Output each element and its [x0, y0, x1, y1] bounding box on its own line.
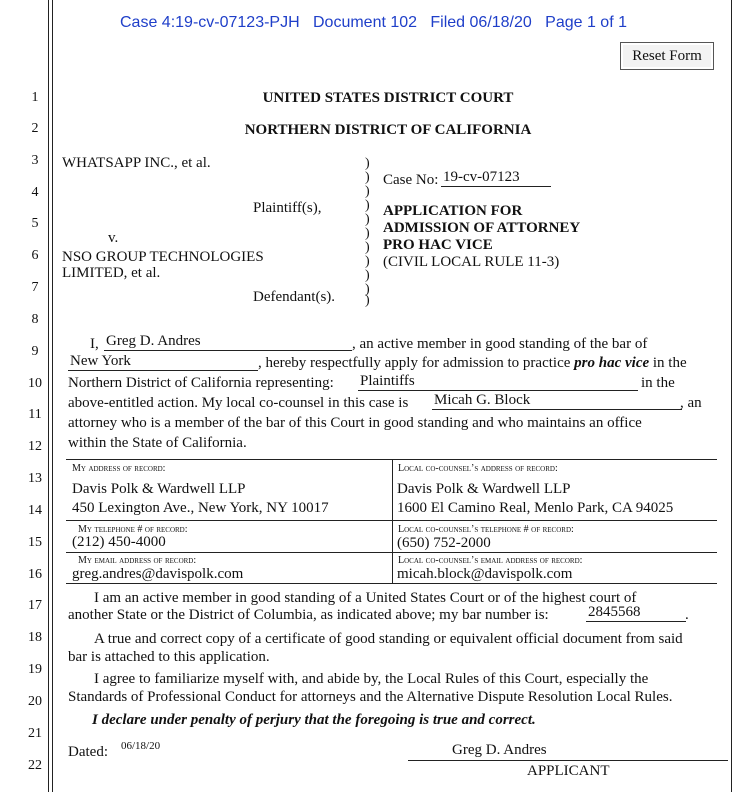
applicant-label: APPLICANT [527, 763, 610, 779]
application-title-3: PRO HAC VICE [383, 237, 493, 253]
p1-text-b [258, 355, 687, 372]
line-number: 4 [31, 185, 39, 200]
pro-hac-vice: pro hac vice [574, 355, 650, 371]
p2-text-a: I am an active member in good standing of a United States Court or of the highest court of [94, 590, 637, 606]
filing-header [120, 14, 627, 32]
my-address-label: My address of record: [72, 463, 166, 474]
case-no-field[interactable]: 19-cv-07123 [441, 169, 551, 187]
date-field[interactable]: 06/18/20 [121, 740, 161, 752]
p4-text-a: I agree to familiarize myself with, and abide by, the Local Rules of this Court, especially the [94, 671, 649, 687]
application-title-1: APPLICATION FOR [383, 203, 523, 219]
plaintiff-label: Plaintiff(s), [253, 200, 322, 216]
bar-number-field[interactable]: 2845568 [586, 604, 686, 622]
local-address-label: Local co-counsel’s address of record: [398, 463, 558, 474]
table-rule-1 [66, 520, 717, 521]
signature-name[interactable]: Greg D. Andres [452, 742, 547, 758]
my-address-line2[interactable]: 450 Lexington Ave., New York, NY 10017 [72, 500, 329, 516]
p2-period: . [685, 607, 689, 623]
defendant-name-line2: LIMITED, et al. [62, 265, 161, 281]
table-divider [392, 459, 393, 583]
case-no-label: Case No: [383, 172, 439, 188]
line-number: 16 [28, 567, 42, 582]
p1-text-g: , an [680, 395, 702, 411]
p3-text-a: A true and correct copy of a certificate of good standing or equivalent official document from said [94, 631, 683, 647]
table-rule-2 [66, 552, 717, 553]
local-email-label: Local co-counsel’s email address of record: [398, 555, 583, 566]
local-rule: (CIVIL LOCAL RULE 11-3) [383, 254, 560, 270]
line-number: 8 [31, 312, 39, 327]
line-number: 9 [31, 344, 39, 359]
line-number: 21 [28, 726, 42, 741]
line-number: 22 [28, 758, 42, 773]
my-phone-label: My telephone # of record: [78, 524, 188, 535]
table-bottom-rule [66, 583, 717, 584]
line-number: 17 [28, 598, 42, 613]
line-number: 1 [31, 90, 39, 105]
local-address-line2[interactable]: 1600 El Camino Real, Menlo Park, CA 94025 [397, 500, 674, 516]
p2-text-b: another State or the District of Columbia, as indicated above; my bar number is: [68, 607, 549, 623]
case-stamp: Case 4:19-cv-07123-PJH [120, 14, 300, 31]
p1-text-c: in the [652, 355, 687, 371]
my-email-label: My email address of record: [78, 555, 197, 566]
p1-text-b-main: , hereby respectfully apply for admission to practice [258, 355, 571, 371]
line-number: 3 [31, 153, 39, 168]
local-phone-label: Local co-counsel’s telephone # of record: [398, 524, 574, 535]
p1-text-f: above-entitled action. My local co-counsel in this case is [68, 395, 409, 411]
my-phone[interactable]: (212) 450-4000 [72, 534, 166, 550]
line-number: 13 [28, 471, 42, 486]
my-email[interactable]: greg.andres@davispolk.com [72, 566, 244, 582]
line-number: 14 [28, 503, 42, 518]
filed-stamp: Filed 06/18/20 [430, 14, 532, 31]
left-margin-line-inner [52, 0, 53, 792]
perjury-declaration: I declare under penalty of perjury that the foregoing is true and correct. [92, 712, 536, 728]
p1-text-d: Northern District of California representing: [68, 375, 334, 391]
representing-field[interactable]: Plaintiffs [358, 373, 638, 391]
court-title-line2: NORTHERN DISTRICT OF CALIFORNIA [244, 122, 532, 138]
cocounsel-field[interactable]: Micah G. Block [432, 392, 682, 410]
line-number: 11 [28, 407, 42, 422]
p1-text-h: attorney who is a member of the bar of this Court in good standing and who maintains an office [68, 415, 642, 431]
local-email[interactable]: micah.block@davispolk.com [397, 566, 573, 582]
court-title-line1: UNITED STATES DISTRICT COURT [262, 90, 514, 106]
defendant-name-line1: NSO GROUP TECHNOLOGIES [62, 249, 264, 265]
line-number: 19 [28, 662, 42, 677]
line-number: 15 [28, 535, 42, 550]
plaintiff-name: WHATSAPP INC., et al. [62, 155, 211, 171]
line-number: 7 [31, 280, 39, 295]
line-number: 5 [31, 216, 39, 231]
p1-text-i: within the State of California. [68, 435, 247, 451]
line-number: 18 [28, 630, 42, 645]
p1-text-a: , an active member in good standing of the bar of [352, 336, 648, 352]
p4-text-b: Standards of Professional Conduct for attorneys and the Alternative Dispute Resolution Local Rules. [68, 689, 673, 705]
right-margin-line [731, 0, 732, 792]
line-number: 20 [28, 694, 42, 709]
versus: v. [108, 230, 119, 246]
local-phone[interactable]: (650) 752-2000 [397, 535, 491, 551]
bar-state-field[interactable]: New York [68, 353, 258, 371]
attorney-name-field[interactable]: Greg D. Andres [104, 333, 352, 351]
defendant-label: Defendant(s). [253, 289, 336, 305]
p3-text-b: bar is attached to this application. [68, 649, 270, 665]
page-stamp: Page 1 of 1 [545, 14, 627, 31]
local-address-line1[interactable]: Davis Polk & Wardwell LLP [397, 481, 571, 497]
line-number: 2 [31, 121, 39, 136]
my-address-line1[interactable]: Davis Polk & Wardwell LLP [72, 481, 246, 497]
p1-text-e: in the [641, 375, 675, 391]
line-number: 12 [28, 439, 42, 454]
document-stamp: Document 102 [312, 14, 418, 31]
i-label: I, [90, 336, 99, 352]
dated-label: Dated: [68, 744, 108, 760]
application-title-2: ADMISSION OF ATTORNEY [383, 220, 581, 236]
line-number: 6 [31, 248, 39, 263]
reset-form-button[interactable]: Reset Form [620, 42, 714, 70]
signature-line [408, 760, 728, 761]
line-number: 10 [28, 376, 42, 391]
